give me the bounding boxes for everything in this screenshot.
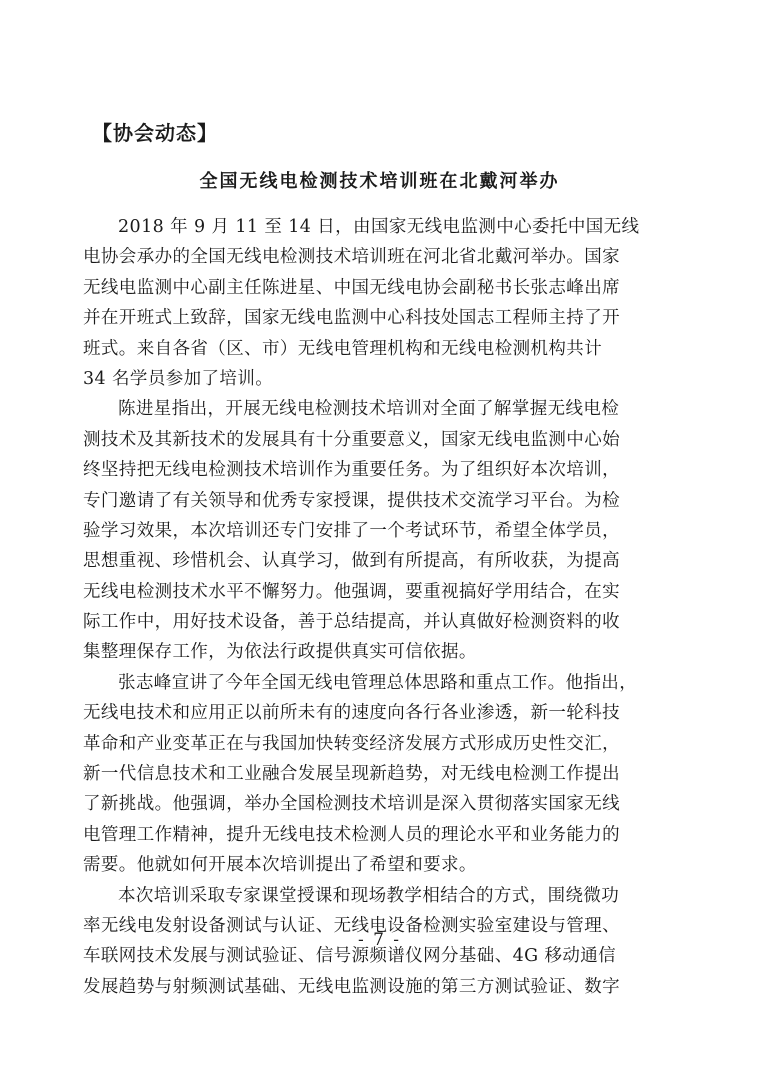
- text-line: 2018 年 9 月 11 至 14 日，由国家无线电监测中心委托中国无线: [118, 217, 640, 237]
- text-line: 班式。来自各省（区、市）无线电管理机构和无线电检测机构共计: [83, 338, 603, 359]
- text-line: 集整理保存工作，为依法行政提供真实可信依据。: [83, 642, 477, 663]
- text-line: 需要。他就如何开展本次培训提出了希望和要求。: [83, 855, 477, 876]
- text-line: 陈进星指出，开展无线电检测技术培训对全面了解掌握无线电检: [118, 399, 620, 420]
- paragraph-2: [83, 394, 683, 668]
- paragraph-3: [83, 668, 683, 881]
- text-line: 无线电监测中心副主任陈进星、中国无线电协会副秘书长张志峰出席: [83, 277, 620, 298]
- text-line: 革命和产业变革正在与我国加快转变经济发展方式形成历史性交汇，: [83, 733, 620, 754]
- text-line: 新一代信息技术和工业融合发展呈现新趋势，对无线电检测工作提出: [83, 764, 620, 785]
- text-line: 电管理工作精神，提升无线电技术检测人员的理论水平和业务能力的: [83, 824, 620, 845]
- text-line: 思想重视、珍惜机会、认真学习，做到有所提高，有所收获，为提高: [83, 551, 620, 572]
- text-line: 34 名学员参加了培训。: [83, 368, 274, 389]
- article-body: [83, 212, 683, 1002]
- text-line: 本次培训采取专家课堂授课和现场教学相结合的方式，围绕微功: [118, 885, 620, 906]
- text-line: 无线电技术和应用正以前所未有的速度向各行各业渗透，新一轮科技: [83, 703, 620, 724]
- text-line: 测技术及其新技术的发展具有十分重要意义，国家无线电监测中心始: [83, 429, 620, 450]
- paragraph-1: [83, 212, 683, 394]
- text-line: 终坚持把无线电检测技术培训作为重要任务。为了组织好本次培训，: [83, 460, 620, 481]
- text-line: 率无线电发射设备测试与认证、无线电设备检测实验室建设与管理、: [83, 915, 620, 936]
- text-line: 了新挑战。他强调，举办全国检测技术培训是深入贯彻落实国家无线: [83, 794, 620, 815]
- text-line: 电协会承办的全国无线电检测技术培训班在河北省北戴河举办。国家: [83, 247, 620, 268]
- text-line: 际工作中，用好技术设备，善于总结提高，并认真做好检测资料的收: [83, 612, 620, 633]
- text-line: 车联网技术发展与测试验证、信号源频谱仪网分基础、4G 移动通信: [83, 946, 617, 967]
- text-line: 无线电检测技术水平不懈努力。他强调，要重视搞好学用结合，在实: [83, 581, 620, 602]
- text-line: 专门邀请了有关领导和优秀专家授课，提供技术交流学习平台。为检: [83, 490, 620, 511]
- page-number: - 7 -: [357, 930, 402, 950]
- text-line: 并在开班式上致辞，国家无线电监测中心科技处国志工程师主持了开: [83, 308, 620, 329]
- text-line: 验学习效果，本次培训还专门安排了一个考试环节，希望全体学员，: [83, 520, 620, 541]
- text-line: 张志峰宣讲了今年全国无线电管理总体思路和重点工作。他指出，: [118, 672, 638, 693]
- text-line: 发展趋势与射频测试基础、无线电监测设施的第三方测试验证、数字: [83, 976, 620, 997]
- article-title: 全国无线电检测技术培训班在北戴河举办: [199, 171, 560, 192]
- section-tag: 【协会动态】: [92, 121, 218, 145]
